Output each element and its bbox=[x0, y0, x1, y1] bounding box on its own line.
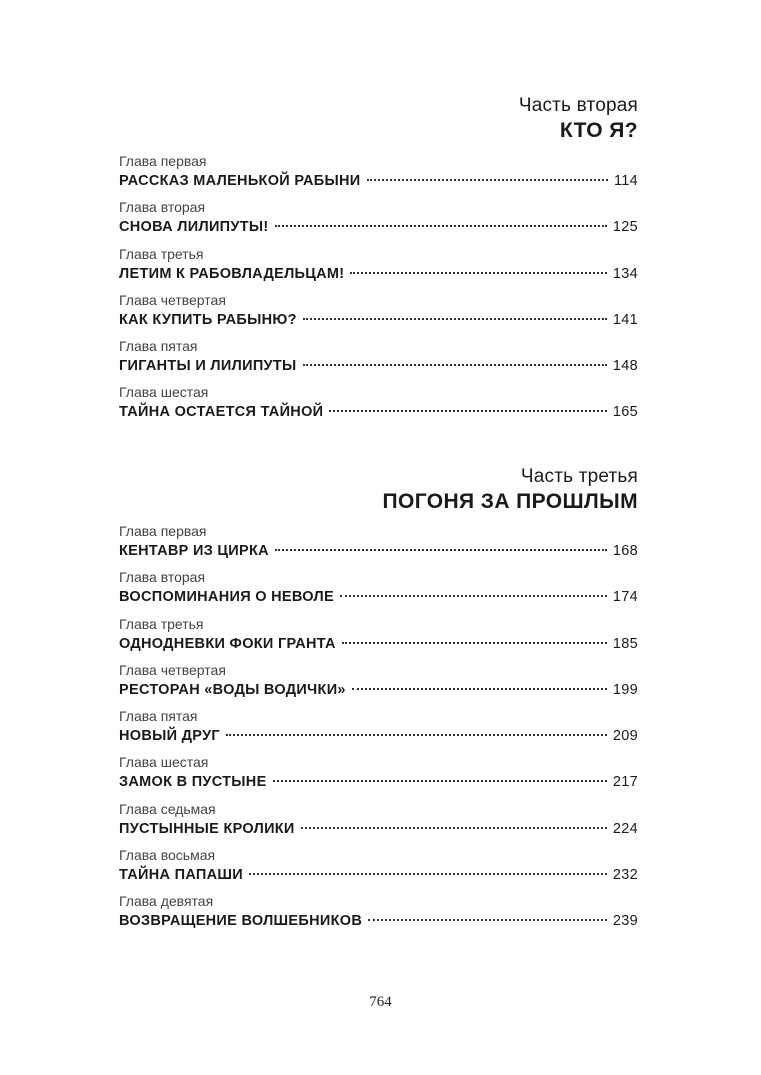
toc-entry[interactable] bbox=[119, 800, 638, 846]
chapter-title: ЗАМОК В ПУСТЫНЕ bbox=[119, 774, 267, 791]
chapter-title: ОДНОДНЕВКИ ФОКИ ГРАНТА bbox=[119, 635, 336, 652]
chapter-label: Глава девятая bbox=[119, 893, 214, 910]
dot-leader bbox=[226, 734, 607, 736]
toc-entry[interactable] bbox=[119, 753, 638, 799]
page-number: 232 bbox=[612, 867, 638, 884]
page-number: 168 bbox=[612, 543, 638, 559]
chapter-title: ПУСТЫННЫЕ КРОЛИКИ bbox=[119, 820, 295, 837]
chapter-title: ТАЙНА ОСТАЕТСЯ ТАЙНОЙ bbox=[119, 404, 324, 421]
chapter-title: РЕСТОРАН «ВОДЫ ВОДИЧКИ» bbox=[119, 681, 346, 698]
page-number: 125 bbox=[612, 219, 638, 236]
chapter-label: Глава третья bbox=[119, 245, 204, 262]
chapter-title: ГИГАНТЫ И ЛИЛИПУТЫ bbox=[119, 358, 297, 375]
page-number: 165 bbox=[612, 404, 638, 421]
chapter-title: НОВЫЙ ДРУГ bbox=[119, 728, 220, 745]
toc-entry[interactable] bbox=[119, 661, 638, 707]
dot-leader bbox=[249, 873, 607, 875]
page-number: 224 bbox=[612, 820, 638, 837]
page-number: 199 bbox=[612, 681, 638, 698]
part-header bbox=[519, 95, 638, 143]
part-title: ПОГОНЯ ЗА ПРОШЛЫМ bbox=[382, 489, 638, 513]
chapter-label: Глава четвертая bbox=[119, 291, 226, 308]
part-label: Часть вторая bbox=[518, 95, 638, 116]
page-number: 148 bbox=[612, 358, 638, 375]
page-folio-number: 764 bbox=[369, 994, 392, 1010]
page-number: 185 bbox=[612, 635, 638, 652]
chapter-label: Глава четвертая bbox=[119, 661, 226, 678]
toc-entry[interactable] bbox=[119, 615, 638, 661]
dot-leader bbox=[275, 225, 607, 227]
page-number: 141 bbox=[612, 311, 638, 328]
toc-entry[interactable] bbox=[119, 707, 638, 753]
chapter-title: ТАЙНА ПАПАШИ bbox=[119, 867, 243, 884]
part-title: КТО Я? bbox=[559, 118, 638, 142]
dot-leader bbox=[350, 272, 606, 274]
chapter-title: ВОСПОМИНАНИЯ О НЕВОЛЕ bbox=[119, 589, 334, 606]
toc-entry[interactable] bbox=[119, 892, 638, 938]
chapter-label: Глава пятая bbox=[119, 708, 198, 725]
page-number: 134 bbox=[612, 265, 638, 282]
chapter-title: ЛЕТИМ К РАБОВЛАДЕЛЬЦАМ! bbox=[119, 265, 345, 282]
page-number: 114 bbox=[613, 173, 638, 189]
toc-list bbox=[119, 152, 638, 430]
page-number: 174 bbox=[612, 589, 638, 606]
toc-entry[interactable] bbox=[119, 846, 638, 892]
toc-entry[interactable] bbox=[119, 198, 638, 244]
chapter-label: Глава первая bbox=[119, 523, 207, 539]
chapter-label: Глава восьмая bbox=[119, 847, 216, 864]
chapter-label: Глава первая bbox=[119, 153, 207, 169]
chapter-label: Глава пятая bbox=[119, 338, 198, 355]
toc-entry[interactable] bbox=[119, 152, 638, 198]
dot-leader bbox=[352, 688, 607, 690]
dot-leader bbox=[301, 827, 607, 829]
dot-leader bbox=[329, 410, 607, 412]
toc-list bbox=[119, 522, 638, 939]
chapter-label: Глава шестая bbox=[119, 754, 209, 771]
toc-entry[interactable] bbox=[119, 291, 638, 337]
chapter-title: КАК КУПИТЬ РАБЫНЮ? bbox=[119, 311, 297, 328]
dot-leader bbox=[275, 549, 607, 551]
dot-leader bbox=[342, 642, 607, 644]
toc-entry[interactable] bbox=[119, 337, 638, 383]
chapter-label: Глава третья bbox=[119, 615, 204, 632]
chapter-title: РАССКАЗ МАЛЕНЬКОЙ РАБЫНИ bbox=[119, 173, 361, 189]
page-number: 209 bbox=[612, 728, 638, 745]
toc-entry[interactable] bbox=[119, 383, 638, 429]
chapter-label: Глава вторая bbox=[119, 199, 206, 216]
chapter-label: Глава шестая bbox=[119, 384, 209, 401]
toc-entry[interactable] bbox=[119, 568, 638, 614]
dot-leader bbox=[368, 919, 607, 921]
dot-leader bbox=[340, 595, 607, 597]
page-number: 217 bbox=[612, 774, 638, 791]
dot-leader bbox=[367, 179, 608, 181]
dot-leader bbox=[303, 318, 607, 320]
part-header bbox=[383, 466, 639, 514]
dot-leader bbox=[303, 364, 607, 366]
toc-entry[interactable] bbox=[119, 522, 638, 568]
chapter-title: КЕНТАВР ИЗ ЦИРКА bbox=[119, 543, 269, 559]
dot-leader bbox=[273, 780, 607, 782]
chapter-title: ВОЗВРАЩЕНИЕ ВОЛШЕБНИКОВ bbox=[119, 913, 363, 930]
chapter-label: Глава вторая bbox=[119, 569, 206, 586]
page-number: 239 bbox=[612, 913, 638, 930]
toc-entry[interactable] bbox=[119, 245, 638, 291]
part-label: Часть третья bbox=[520, 466, 638, 487]
chapter-title: СНОВА ЛИЛИПУТЫ! bbox=[119, 219, 269, 236]
chapter-label: Глава седьмая bbox=[119, 800, 216, 817]
